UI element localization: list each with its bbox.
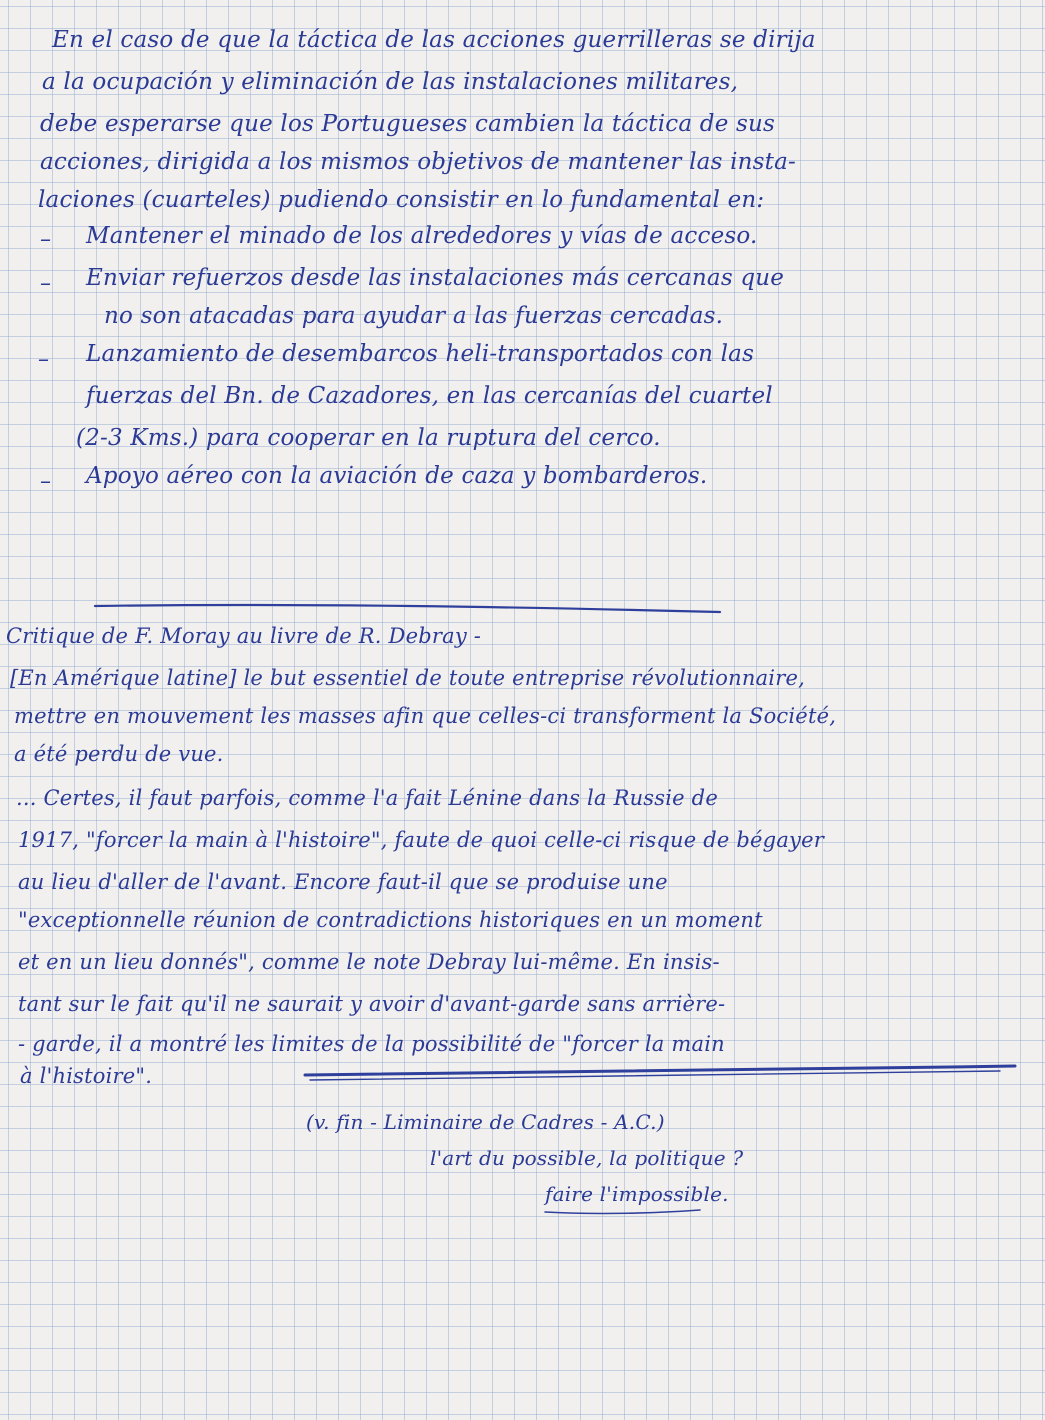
spanish-line: laciones (cuarteles) pudiendo consistir en lo fundamental en:: [38, 187, 765, 213]
bullet-text: Mantener el minado de los alrededores y vías de acceso.: [86, 223, 758, 249]
bullet-dash: –: [40, 227, 51, 252]
french-line: mettre en mouvement les masses afin que celles-ci transforment la Société,: [14, 704, 837, 728]
french-line: à l'histoire".: [20, 1064, 153, 1088]
french-line: "exceptionnelle réunion de contradictions historiques en un moment: [18, 908, 763, 932]
underline-impossible: [545, 1210, 700, 1213]
spanish-line: En el caso de que la táctica de las acciones guerrilleras se dirija: [52, 27, 816, 53]
bullet-text: Enviar refuerzos desde las instalaciones más cercanas que: [86, 265, 785, 291]
bullet-text: Apoyo aéreo con la aviación de caza y bombarderos.: [86, 463, 708, 489]
spanish-line: debe esperarse que los Portugueses cambien la táctica de sus: [40, 111, 776, 137]
bullet-text: (2-3 Kms.) para cooperar en la ruptura del cerco.: [76, 425, 661, 451]
french-line: - garde, il a montré les limites de la possibilité de "forcer la main: [18, 1032, 725, 1056]
french-line: et en un lieu donnés", comme le note Debray lui-même. En insis-: [18, 950, 720, 974]
bullet-text: no son atacadas para ayudar a las fuerzas cercadas.: [104, 303, 724, 329]
section-divider-line: [95, 605, 720, 612]
margin-note-underlined: faire l'impossible.: [545, 1182, 729, 1206]
french-line: [En Amérique latine] le but essentiel de toute entreprise révolutionnaire,: [10, 666, 805, 690]
french-line: ... Certes, il faut parfois, comme l'a fait Lénine dans la Russie de: [16, 786, 718, 810]
french-line: au lieu d'aller de l'avant. Encore faut-il que se produise une: [18, 870, 668, 894]
margin-note: l'art du possible, la politique ?: [430, 1146, 744, 1170]
source-note: (v. fin - Liminaire de Cadres - A.C.): [306, 1110, 665, 1134]
french-line: 1917, "forcer la main à l'histoire", faute de quoi celle-ci risque de bégayer: [18, 828, 824, 852]
bullet-dash: –: [38, 347, 49, 372]
spanish-line: a la ocupación y eliminación de las instalaciones militares,: [42, 69, 739, 95]
bullet-dash: –: [40, 271, 51, 296]
end-rule-line-2: [310, 1071, 1000, 1080]
bullet-dash: –: [40, 469, 51, 494]
bullet-text: fuerzas del Bn. de Cazadores, en las cercanías del cuartel: [86, 383, 773, 409]
french-line: a été perdu de vue.: [14, 742, 224, 766]
french-heading: Critique de F. Moray au livre de R. Debray -: [6, 624, 482, 648]
french-line: tant sur le fait qu'il ne saurait y avoir d'avant-garde sans arrière-: [18, 992, 726, 1016]
bullet-text: Lanzamiento de desembarcos heli-transportados con las: [86, 341, 755, 367]
end-rule-line: [305, 1066, 1015, 1075]
spanish-line: acciones, dirigida a los mismos objetivos de mantener las insta-: [40, 149, 796, 175]
